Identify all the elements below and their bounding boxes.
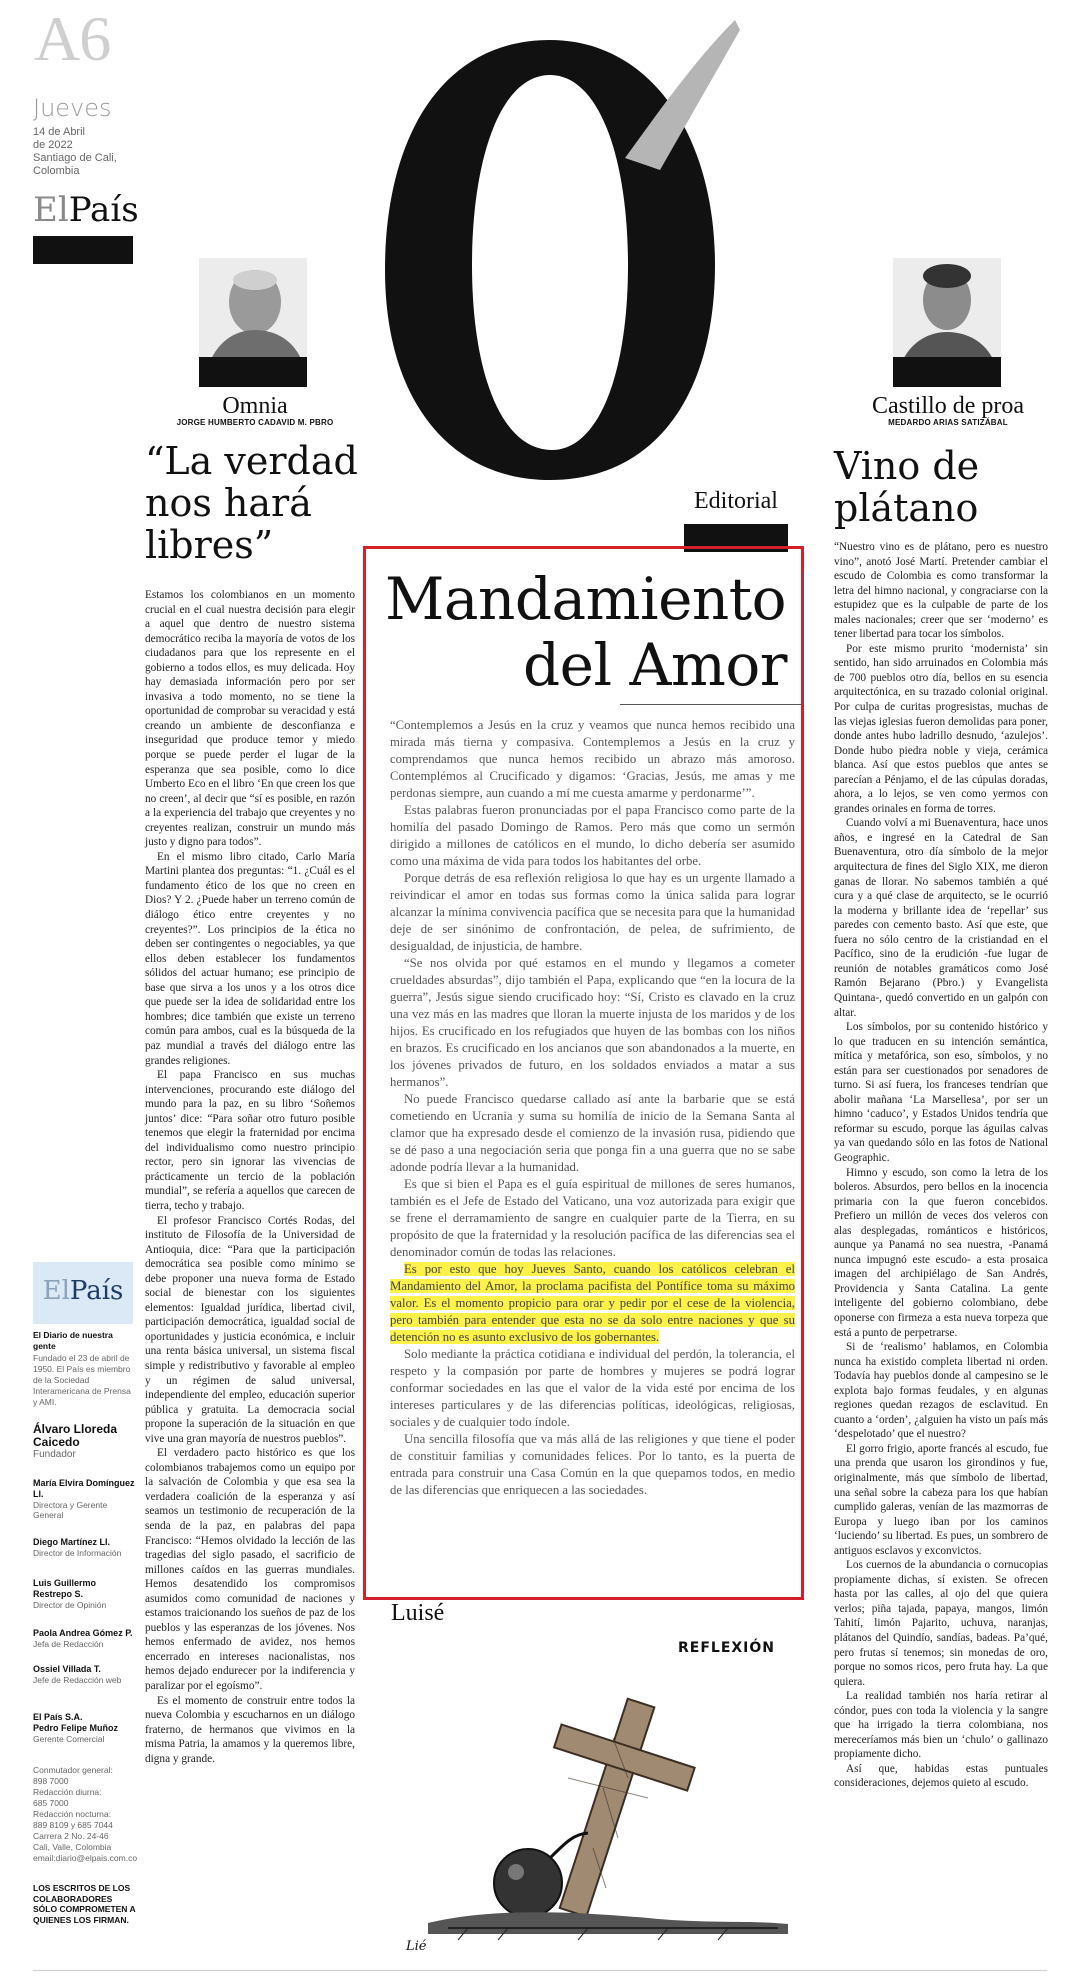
left-headline-line: libres”	[145, 523, 274, 567]
highlighted-paragraph	[390, 1261, 795, 1346]
paragraph: “Nuestro vino es de plátano, pero es nuestro vino”, anotó José Martí. Pretender cambiar el escudo de Colombia es como transformar la letra del himno nacional, y congraciarse con la estupidez que es la culpable de parte de los males nacionales; creer que ser ‘moderno’ es tener libertad para tocar los símbolos.	[834, 541, 1048, 641]
tagline-text: El Diario de nuestra gente	[33, 1330, 113, 1351]
column-author-arias: MEDARDO ARIAS SATIZÁBAL	[888, 418, 1008, 427]
paragraph: El verdadero pacto histórico es que los colombianos trabajemos como un equipo por la salvación de Colombia y que esa sea la verdadera coalición de la esperanza y así seamos un testimonio de recuperación de la senda de la paz, en palabras del papa Francisco: “Hemos olvidado la lección de las tragedias del siglo pasado, el sacrificio de millones caídos en las guerras mundiales. Hemos desatendido los compromisos asumidos como comunidad de naciones y estamos traicionando los sueños de paz de los pueblos y las esperanzas de los jóvenes. Nos hemos enfermado de avidez, nos hemos encerrado en intereses nacionalistas, nos hemos dejado endurecer por la indiferencia y paralizar por el egoísmo”.	[145, 1447, 355, 1693]
right-headline-line: plátano	[834, 486, 979, 530]
staff-person	[33, 1628, 137, 1649]
left-headline[interactable]	[145, 440, 360, 566]
right-headline-line: Vino de	[834, 444, 980, 488]
left-article-body	[145, 588, 355, 1766]
staff-person	[33, 1478, 137, 1520]
staff-name: Paola Andrea Gómez P.	[33, 1628, 133, 1638]
highlighted-text: Es por esto que hoy Jueves Santo, cuando los católicos celebran el Mandamiento del Amor, la proclama pacifista del Pontífice toma su máximo valor. Es el momento propicio para orar y pedir por el cese de la violencia, pero también para entender que esta no se da solo entre naciones y que su detención no es asunto exclusivo de los gobernantes.	[390, 1262, 795, 1344]
right-article-body	[834, 540, 1048, 1791]
left-headline-line: nos hará	[145, 481, 312, 525]
paragraph: La realidad también nos haría retirar al cóndor, pues con toda la violencia y la sangre que ha irrigado la tierra colombiana, nos mereceríamos más bien un ‘chulo’ o gallinazo propiamente dicho.	[834, 1690, 1048, 1761]
contact-line: 685 7000	[33, 1798, 69, 1808]
paragraph: Una sencilla filosofía que va más allá de las religiones y que tiene el poder de constituir familias y comunidades felices. Por lo tanto, es la puerta de entrada para construir una Casa Común en la que quepamos todos, en medio de las diferencias que enriquecen a las sociedades.	[390, 1432, 795, 1497]
staff-person	[33, 1664, 137, 1685]
avatar	[893, 258, 1001, 364]
staff-disclaimer	[33, 1883, 137, 1925]
column-name-omnia: Omnia	[222, 393, 288, 419]
paragraph: Himno y escudo, son como la letra de los boleros. Absurdos, pero bellos en la inocencia primaria con la que fueron concebidos. Prefiero un millón de veces dos veleros con alas desplegadas, románticos e históricos, aunque ya Panamá no sea nuestra, -Panamá nunca impugnó este escudo- a esta prosaica imagen del archipiélago de San Andrés, Providencia y Santa Catalina. La gente inteligente del gobierno colombiano, debe oponerse con firmeza a esta nueva torpeza que está a punto de perpetrarse.	[834, 1166, 1048, 1339]
staff-company	[33, 1712, 137, 1744]
contact-line: Redacción diurna:	[33, 1787, 102, 1797]
staff-logo-pais: País	[69, 1276, 124, 1306]
manager-role: Gerente Comercial	[33, 1734, 105, 1744]
staff-name: Ossiel Villada T.	[33, 1664, 101, 1674]
page-number: A6	[34, 3, 111, 74]
paragraph: El profesor Francisco Cortés Rodas, del instituto de Filosofía de la Universidad de Antioquia, dice: “Para que la participación democrática sea posible como mínimo se debe proponer una nueva forma de Estado social de bienestar con los siguientes elementos: Igualdad jurídica, libertad civil, participación democrática, igualdad social de oportunidades y justicia económica, e incluir una renta básica universal, un sistema fiscal simple y redistributivo y favorable al empleo y un régimen de salud universal, independiente del empleo, educación superior pública y gratuita. La democracia social propone la superación de la situación en que vive una gran mayoría de nuestros pueblos”.	[145, 1214, 355, 1445]
paragraph: Así que, habidas estas puntuales consideraciones, dejemos quieto al escudo.	[834, 1762, 1048, 1790]
paragraph: Es que si bien el Papa es el guía espiritual de millones de seres humanos, también es el Jefe de Estado del Vaticano, una voz autorizada para exigir que se frene el derramamiento de sangre en cualquier parte de la Tierra, en su propósito de que la fraternidad y la resolución pacífica de las diferencias sea el denominador común de todas las relaciones.	[390, 1177, 795, 1259]
paragraph: Los símbolos, por su contenido histórico y lo que traducen en su intención semántica, mítica y metafórica, son eso, símbolos, y no están para ser cuestionados por senadores de turno. Si así fuera, los franceses tendrían que abolir mañana ‘La Marsellesa’, por ser un himno ‘caduco’, y Estados Unidos tendría que reformar su escudo, porque las águilas calvas ya van quedando sólo en las fotos de National Geographic.	[834, 1021, 1048, 1164]
paragraph: Por este mismo prurito ‘modernista’ sin sentido, han sido arruinados en Colombia más de 700 pueblos otro día, bellos en su esencia arquitectónica, en su trazado colonial original. Por culpa de curitas progresistas, muchas de las viejas iglesias fueron demolidas para poner, donde antes hubo ladrillo desnudo, ‘azulejos’. Donde hubo piedra noble y vieja, cerámica blanca. Así que estos pueblos que antes se parecían a Pénjamo, el de las cúpulas doradas, ahora, a lo lejos, se ven como yermos con grandes orinales en forma de torres.	[834, 642, 1048, 815]
paragraph: El papa Francisco en sus muchas intervenciones, procurando este diálogo del mundo para la paz, en su libro ‘Soñemos juntos’ dice: “Para soñar otro futuro posible tenemos que elegir la fraternidad por encima del individualismo como nuestro principio rector, pero sin ignorar las vivencias de prácticamente un tercio de la población mundial”, se refería a aquellos que carecen de tierra, techo y trabajo.	[145, 1069, 355, 1212]
masthead-bar	[33, 236, 133, 264]
staff-role: Director de Información	[33, 1548, 122, 1558]
staff-logo[interactable]	[33, 1276, 133, 1306]
paragraph: “Contemplemos a Jesús en la cruz y veamos que nunca hemos recibido una mirada más tierna y compasiva. Contemplemos a Jesús en la cruz y comprendamos que nunca hemos recibido un abrazo más amoroso. Contemplémos al Crucificado y digamos: ‘Gracias, Jesús, me amas y me perdonas siempre, aun cuando a mí me cuesta amarme y perdonarme’”.	[390, 718, 795, 800]
date-line-2: de 2022	[33, 139, 73, 151]
paragraph: Cuando volví a mi Buenaventura, hace unos años, e ingresé en la Catedral de San Buenaventura, otro día símbolo de la mejor arquitectura de fines del Siglo XIX, me dieron ganas de llorar. No sabemos también a qué cura y a qué clase de arquitecto, se le ocurrió la moderna y brillante idea de ‘repellar’ sus paredes con cemento basto. Así que este, que fuera no sólo centro de la cristiandad en el Pacífico, sino de la erudición -fue lugar de reunión de notables gramáticos como José Ramón Bejarano (Pbro.) y Evangelista Quintana-, quedó convertido en un galpón con altar.	[834, 817, 1048, 1019]
columnist-photo-bar	[893, 357, 1001, 387]
avatar	[199, 258, 307, 364]
paragraph: En el mismo libro citado, Carlo María Martini plantea dos preguntas: “1. ¿Cuál es el fundamento ético de los que no creen en Dios? Y 2. ¿Puede haber un terreno común de diálogo ético entre creyentes y no creyentes?”. Los principios de la ética no deben ser contingentes o negociables, ya que ellos deben establecer los fundamentos sólidos del actuar humano; ese principio de base que sirva a los unos y a los otros dice que puede ser la idea de solidaridad entre los hombres; dice también que existe un terreno común para ambos, cual es la búsqueda de la paz mundial a través del diálogo entre las grandes religiones.	[145, 850, 355, 1067]
staff-role: Jefe de Redacción web	[33, 1675, 122, 1685]
weekday: Jueves	[33, 94, 112, 122]
founder-role: Fundador	[33, 1449, 76, 1460]
staff-logo-el: El	[42, 1276, 70, 1306]
paragraph: Estamos los colombianos en un momento crucial en el cual nuestra decisión para elegir a aquel que dentro de nuestro sistema democrático reciba la mayoría de votos de los ciudadanos para que los represente en el gobierno a todos ellos, es muy delicada. Hoy hay demasiada información pero por ser invasiva a todo momento, no se tiene la oportunidad de comprobar su veracidad y está creando un ambiente de desconfianza e inseguridad que produce temor y miedo porque se puede perder el lugar de la esperanza que sea posible, como lo dice Umberto Eco en el libro ‘En que creen los que no creen’, al decir que “sí es posible, en razón a la experiencia del trabajo que creyentes y no creyentes realizan, construir un mundo más justo y digno para todos”.	[145, 589, 355, 849]
cartoonist-label: Luisé	[391, 1600, 445, 1626]
paragraph: Estas palabras fueron pronunciadas por el papa Francisco como parte de la homilía del pasado Domingo de Ramos. Pero más que como un sermón dirigido a millones de católicos en el mundo, lo dicho debería ser asumido como una máxima de vida para todos los habitantes del orbe.	[390, 803, 795, 868]
newspaper-logo[interactable]	[33, 190, 139, 230]
paragraph: No puede Francisco quedarse callado así ante la barbarie que se está cometiendo en Ucrania y suma su homilía de inicio de la Semana Santa al clamor que ha expresado desde el comienzo de la invasión rusa, pidiendo que se dé paso a una negociación seria que ponga fin a una guerra que no se sabe adonde podría llevar a la humanidad.	[390, 1092, 795, 1174]
founded-text: Fundado el 23 de abril de 1950. El País es miembro de la Sociedad Interamericana de Prensa y AMI.	[33, 1353, 131, 1407]
paragraph: Si de ‘realismo’ hablamos, en Colombia nunca ha existido completa libertad ni orden. Todavía hay pueblos donde al campesino se le explota bajo formas feudales, y en algunas regiones quedan rezagos de esclavitud. En cuanto a ‘orden’, ¿alguien ha visto un país más ‘despelotado’ que el nuestro?	[834, 1341, 1048, 1441]
staff-tagline	[33, 1330, 137, 1352]
staff-name: María Elvira Domínguez Ll.	[33, 1478, 135, 1499]
paragraph: Solo mediante la práctica cotidiana e individual del perdón, la tolerancia, el respeto y la compasión por parte de hombres y mujeres se podrá lograr conformar sociedades en las que el valor de la vida esté por encima de los intereses particulares y de las diferencias políticas, ideológicas, religiosas, sociales y de cualquier todo índole.	[390, 1347, 795, 1429]
company-name: El País S.A.	[33, 1712, 83, 1722]
logo-el: El	[33, 190, 69, 230]
editorial-title-line: del Amor	[523, 631, 787, 699]
contact-line: Conmutador general:	[33, 1765, 113, 1775]
right-headline[interactable]	[834, 445, 1049, 529]
staff-founded	[33, 1353, 137, 1408]
left-headline-line: “La verdad	[145, 439, 358, 483]
contact-line: Cali, Valle, Colombia	[33, 1842, 112, 1852]
staff-person	[33, 1537, 137, 1558]
cartoon-signature: Lié	[406, 1939, 427, 1954]
contact-email[interactable]: email:diario@elpais.com.co	[33, 1853, 138, 1863]
logo-pais: País	[68, 190, 139, 230]
column-author-cadavid: JORGE HUMBERTO CADAVID M. PBRO	[176, 418, 334, 427]
editorial-title[interactable]	[385, 566, 795, 698]
columnist-photo-arias	[893, 258, 1001, 364]
editorial-body	[390, 717, 795, 1499]
staff-person	[33, 1578, 137, 1610]
staff-role: Jefa de Redacción	[33, 1639, 104, 1649]
contact-line: Carrera 2 No. 24-46	[33, 1831, 109, 1841]
manager-name: Pedro Felipe Muñoz	[33, 1723, 119, 1733]
staff-name: Diego Martínez Ll.	[33, 1537, 111, 1547]
contact-line: 889 8109 y 685 7044	[33, 1820, 113, 1830]
paragraph: Porque detrás de esa reflexión religiosa lo que hay es un urgente llamado a reivindicar el amor en todas sus formas como la única salida para lograr alcanzar la mínima convivencia pacífica que se necesita para que la humanidad deje de ser sinónimo de confrontación, de pelea, de sufrimiento, de desigualdad, de injusticia, de hambre.	[390, 871, 795, 953]
date-line-4: Colombia	[33, 165, 80, 177]
title-rule-horizontal	[620, 704, 802, 705]
staff-role: Director de Opinión	[33, 1600, 107, 1610]
paragraph: El gorro frigio, aporte francés al escudo, fue una prenda que usaron los girondinos y fue, originalmente, más que símbolo de libertad, una señal sobre la cabeza para los que habían cumplido galeras, venían de las mazmorras de Europa y luego iban por los caminos ‘luciendo’ su libertad. Es pues, un sombrero de antiguos esclavos y exconvictos.	[834, 1442, 1048, 1557]
columnist-photo-bar	[199, 357, 307, 387]
cartoon-caption: REFLEXIÓN	[678, 1640, 776, 1656]
paragraph: Los cuernos de la abundancia o cornucopias propiamente dichas, sí existen. Se ofrecen hasta por las calles, al ojo del que quiera verlos; piña tajada, papaya, mangos, limón Tahití, limón Pajarito, uchuva, naranjas, plátanos del Quindío, sandías, badeas. Pa’qué, pero frutas sí tenemos; sin monedas de oro, porque no somos ricos, pero fruta hay. La que quiera.	[834, 1559, 1048, 1688]
founder-name: Álvaro Lloreda Caicedo	[33, 1422, 118, 1449]
contact-line: 898 7000	[33, 1776, 69, 1786]
editorial-title-line: Mandamiento	[385, 565, 786, 633]
staff-contact	[33, 1765, 137, 1864]
staff-name: Luis Guillermo Restrepo S.	[33, 1578, 97, 1599]
opinion-o-graphic	[360, 20, 740, 490]
paragraph: “Se nos olvida por qué estamos en el mundo y llegamos a cometer crueldades absurdas”, dijo también el Papa, explicando que “en la locura de la guerra”, Jesús sigue siendo crucificado hoy: “Sí, Cristo es clavado en la cruz una vez más en las madres que lloran la muerte injusta de los maridos y de los hijos. Es crucificado en los refugiados que huyen de las bombas con los niños en brazos. Es crucificado en los ancianos que son abandonados a la muerte, en los jóvenes privados de futuro, en los soldados enviados a matar a sus hermanos”.	[390, 956, 795, 1089]
bottom-rule	[33, 1970, 1047, 1971]
date-line-1: 14 de Abril	[33, 126, 85, 138]
date-line-3: Santiago de Cali,	[33, 152, 117, 164]
columnist-photo-cadavid	[199, 258, 307, 364]
title-rule-vertical	[802, 572, 803, 704]
disclaimer-text: LOS ESCRITOS DE LOS COLABORADORES SÓLO COMPROMETEN A QUIENES LOS FIRMAN.	[33, 1883, 136, 1925]
paragraph: Es el momento de construir entre todos la nueva Colombia y escucharnos en un diálogo fraterno, de hermanos que vivimos en la misma Patria, la amamos y la queremos libre, digna y grande.	[145, 1694, 355, 1765]
staff-founder	[33, 1423, 137, 1461]
staff-role: Directora y Gerente General	[33, 1500, 108, 1520]
contact-line: Redacción nocturna:	[33, 1809, 111, 1819]
column-name-castillo: Castillo de proa	[872, 393, 1024, 419]
cartoon-illustration	[388, 1628, 806, 1958]
editorial-label: Editorial	[694, 488, 778, 514]
